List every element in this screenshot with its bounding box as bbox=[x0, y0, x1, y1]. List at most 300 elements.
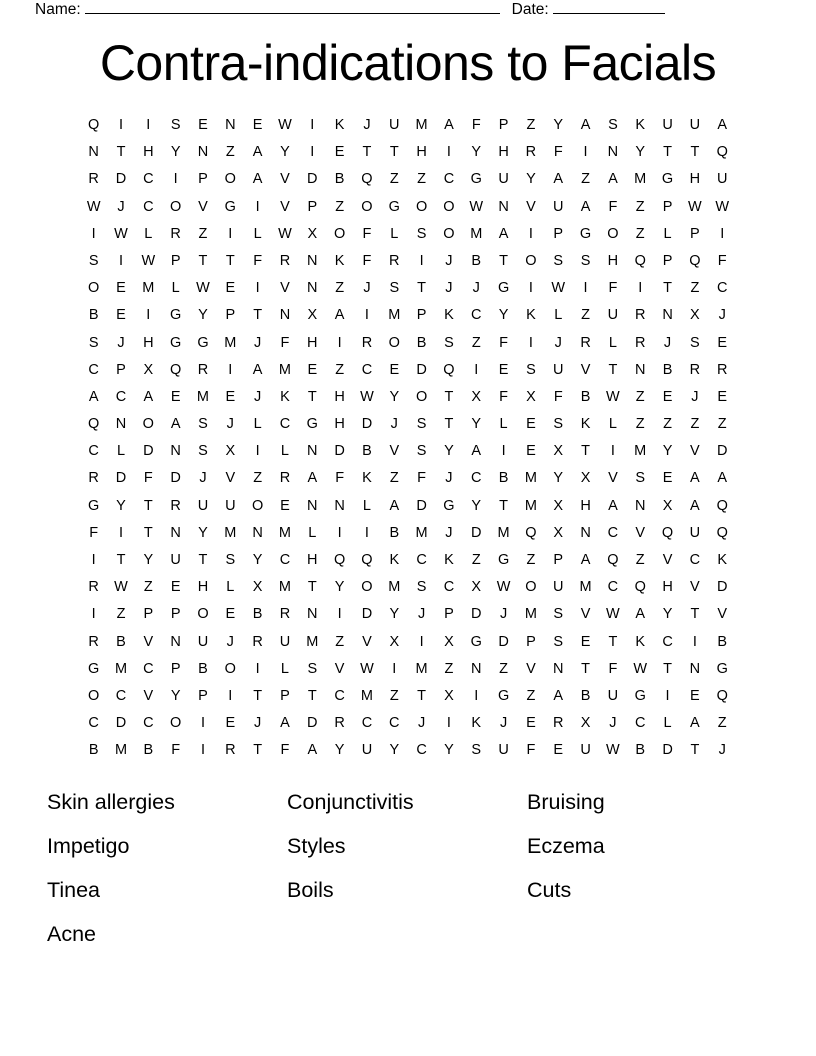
grid-cell[interactable]: C bbox=[143, 171, 154, 188]
grid-cell[interactable]: C bbox=[334, 687, 345, 704]
grid-cell[interactable]: Q bbox=[716, 524, 728, 541]
grid-cell[interactable]: M bbox=[224, 524, 237, 541]
grid-cell[interactable]: U bbox=[361, 742, 373, 759]
grid-cell[interactable]: K bbox=[444, 552, 454, 568]
grid-cell[interactable]: Y bbox=[662, 606, 673, 623]
grid-cell[interactable]: F bbox=[417, 470, 427, 487]
grid-cell[interactable]: R bbox=[634, 307, 646, 324]
grid-cell[interactable]: Q bbox=[607, 552, 619, 568]
grid-cell[interactable]: S bbox=[580, 252, 591, 269]
grid-cell[interactable]: B bbox=[471, 252, 482, 269]
grid-cell[interactable]: L bbox=[308, 524, 317, 541]
grid-cell[interactable]: Y bbox=[471, 416, 482, 433]
grid-cell[interactable]: A bbox=[717, 470, 728, 487]
grid-cell[interactable]: Z bbox=[717, 416, 727, 433]
grid-cell[interactable]: Y bbox=[471, 497, 482, 514]
grid-cell[interactable]: E bbox=[225, 388, 236, 405]
grid-cell[interactable]: E bbox=[170, 388, 181, 405]
grid-cell[interactable]: Q bbox=[716, 144, 728, 161]
grid-cell[interactable]: X bbox=[580, 470, 591, 487]
grid-cell[interactable]: F bbox=[143, 470, 153, 487]
grid-cell[interactable]: F bbox=[335, 470, 345, 487]
grid-cell[interactable]: J bbox=[363, 280, 371, 297]
grid-cell[interactable]: A bbox=[252, 361, 263, 378]
grid-cell[interactable]: Y bbox=[170, 687, 181, 704]
grid-cell[interactable]: M bbox=[114, 660, 128, 677]
grid-cell[interactable]: B bbox=[88, 307, 99, 324]
grid-cell[interactable]: D bbox=[115, 171, 127, 188]
grid-cell[interactable]: N bbox=[553, 660, 564, 677]
grid-cell[interactable]: O bbox=[525, 252, 537, 269]
grid-cell[interactable]: E bbox=[334, 144, 345, 161]
grid-cell[interactable]: A bbox=[553, 171, 564, 188]
grid-cell[interactable]: Y bbox=[444, 443, 454, 460]
grid-cell[interactable]: P bbox=[498, 117, 509, 133]
grid-cell[interactable]: A bbox=[690, 470, 700, 487]
grid-cell[interactable]: X bbox=[553, 443, 564, 460]
grid-cell[interactable]: O bbox=[333, 225, 346, 242]
grid-cell[interactable]: N bbox=[88, 144, 99, 161]
grid-cell[interactable]: B bbox=[662, 361, 673, 378]
grid-cell[interactable]: Z bbox=[581, 171, 590, 188]
grid-cell[interactable]: J bbox=[363, 117, 371, 133]
grid-cell[interactable]: T bbox=[307, 579, 317, 596]
grid-cell[interactable]: T bbox=[581, 443, 590, 460]
grid-cell[interactable]: W bbox=[196, 280, 210, 297]
grid-cell[interactable]: W bbox=[688, 198, 702, 215]
grid-cell[interactable]: C bbox=[716, 280, 728, 297]
grid-cell[interactable]: S bbox=[553, 606, 564, 623]
grid-cell[interactable]: W bbox=[715, 198, 730, 215]
word-list-item[interactable]: Conjunctivitis bbox=[287, 790, 414, 814]
grid-cell[interactable]: Y bbox=[553, 470, 564, 487]
grid-cell[interactable]: U bbox=[225, 497, 236, 514]
grid-cell[interactable]: L bbox=[280, 443, 289, 460]
grid-cell[interactable]: Z bbox=[635, 416, 645, 433]
grid-cell[interactable]: O bbox=[170, 715, 182, 732]
grid-cell[interactable]: X bbox=[471, 388, 482, 405]
grid-cell[interactable]: G bbox=[497, 552, 510, 568]
grid-cell[interactable]: W bbox=[278, 117, 292, 133]
grid-cell[interactable]: M bbox=[524, 470, 537, 487]
grid-cell[interactable]: C bbox=[143, 660, 154, 677]
grid-cell[interactable]: A bbox=[690, 497, 700, 514]
grid-cell[interactable]: J bbox=[226, 416, 234, 433]
grid-cell[interactable]: M bbox=[634, 443, 647, 460]
grid-cell[interactable]: V bbox=[690, 443, 700, 460]
grid-cell[interactable]: C bbox=[662, 633, 673, 650]
grid-cell[interactable]: T bbox=[417, 280, 427, 297]
grid-cell[interactable]: T bbox=[690, 606, 700, 623]
grid-cell[interactable]: M bbox=[470, 225, 483, 242]
grid-cell[interactable]: G bbox=[470, 633, 482, 650]
grid-cell[interactable]: G bbox=[634, 687, 646, 704]
grid-cell[interactable]: P bbox=[170, 660, 181, 677]
grid-cell[interactable]: R bbox=[361, 334, 373, 351]
grid-cell[interactable]: G bbox=[170, 307, 182, 324]
grid-cell[interactable]: I bbox=[720, 225, 725, 242]
grid-cell[interactable]: I bbox=[255, 660, 260, 677]
grid-cell[interactable]: X bbox=[553, 524, 564, 541]
grid-cell[interactable]: J bbox=[554, 334, 562, 351]
grid-cell[interactable]: Z bbox=[389, 470, 399, 487]
grid-cell[interactable]: N bbox=[197, 144, 209, 161]
grid-cell[interactable]: O bbox=[607, 225, 619, 242]
grid-cell[interactable]: F bbox=[362, 225, 372, 242]
grid-cell[interactable]: Z bbox=[335, 633, 345, 650]
grid-cell[interactable]: Z bbox=[635, 552, 645, 568]
grid-cell[interactable]: V bbox=[198, 198, 208, 215]
grid-cell[interactable]: S bbox=[225, 552, 236, 568]
grid-cell[interactable]: N bbox=[307, 443, 318, 460]
grid-cell[interactable]: M bbox=[142, 280, 155, 297]
grid-cell[interactable]: T bbox=[499, 252, 509, 269]
grid-cell[interactable]: E bbox=[526, 443, 536, 460]
grid-cell[interactable]: Q bbox=[443, 361, 455, 378]
grid-cell[interactable]: B bbox=[580, 388, 591, 405]
grid-cell[interactable]: J bbox=[718, 307, 726, 324]
grid-cell[interactable]: U bbox=[580, 742, 591, 759]
grid-cell[interactable]: I bbox=[337, 334, 342, 351]
grid-cell[interactable]: I bbox=[419, 633, 424, 650]
grid-cell[interactable]: J bbox=[472, 280, 480, 297]
grid-cell[interactable]: Y bbox=[143, 552, 154, 568]
grid-cell[interactable]: W bbox=[360, 660, 374, 677]
grid-cell[interactable]: R bbox=[170, 225, 181, 242]
grid-cell[interactable]: E bbox=[225, 715, 236, 732]
grid-cell[interactable]: U bbox=[553, 198, 564, 215]
grid-cell[interactable]: H bbox=[334, 416, 345, 433]
grid-cell[interactable]: U bbox=[689, 117, 701, 133]
grid-cell[interactable]: T bbox=[444, 388, 454, 405]
grid-cell[interactable]: H bbox=[607, 252, 619, 269]
grid-cell[interactable]: A bbox=[608, 497, 618, 514]
grid-cell[interactable]: B bbox=[416, 334, 427, 351]
grid-cell[interactable]: B bbox=[389, 524, 400, 541]
grid-cell[interactable]: P bbox=[198, 687, 208, 704]
grid-cell[interactable]: O bbox=[415, 198, 428, 215]
grid-cell[interactable]: Z bbox=[417, 171, 427, 188]
grid-cell[interactable]: O bbox=[361, 198, 373, 215]
grid-cell[interactable]: E bbox=[307, 361, 318, 378]
grid-cell[interactable]: T bbox=[307, 687, 317, 704]
grid-cell[interactable]: C bbox=[279, 552, 291, 568]
grid-cell[interactable]: C bbox=[115, 388, 127, 405]
grid-cell[interactable]: I bbox=[638, 280, 643, 297]
grid-cell[interactable]: S bbox=[526, 361, 536, 378]
grid-cell[interactable]: X bbox=[690, 307, 700, 324]
grid-cell[interactable]: S bbox=[389, 280, 400, 297]
grid-cell[interactable]: X bbox=[143, 361, 154, 378]
grid-cell[interactable]: T bbox=[690, 144, 700, 161]
grid-cell[interactable]: I bbox=[583, 144, 588, 161]
grid-cell[interactable]: R bbox=[88, 579, 99, 596]
grid-cell[interactable]: P bbox=[662, 252, 673, 269]
grid-cell[interactable]: I bbox=[228, 687, 233, 704]
grid-cell[interactable]: W bbox=[606, 742, 620, 759]
grid-cell[interactable]: K bbox=[362, 470, 372, 487]
grid-cell[interactable]: K bbox=[280, 388, 290, 405]
grid-cell[interactable]: P bbox=[170, 252, 181, 269]
grid-cell[interactable]: E bbox=[252, 117, 263, 133]
grid-cell[interactable]: V bbox=[143, 633, 154, 650]
grid-cell[interactable]: J bbox=[254, 388, 262, 405]
grid-cell[interactable]: A bbox=[252, 171, 263, 188]
grid-cell[interactable]: O bbox=[388, 334, 400, 351]
grid-cell[interactable]: W bbox=[114, 225, 128, 242]
grid-cell[interactable]: V bbox=[580, 606, 591, 623]
grid-cell[interactable]: U bbox=[689, 524, 701, 541]
grid-cell[interactable]: M bbox=[306, 633, 319, 650]
grid-cell[interactable]: D bbox=[334, 443, 345, 460]
grid-cell[interactable]: S bbox=[471, 742, 482, 759]
grid-cell[interactable]: D bbox=[361, 416, 373, 433]
grid-cell[interactable]: E bbox=[280, 497, 290, 514]
grid-cell[interactable]: A bbox=[717, 117, 728, 133]
grid-cell[interactable]: Z bbox=[116, 606, 126, 623]
grid-cell[interactable]: Z bbox=[717, 715, 727, 732]
grid-cell[interactable]: N bbox=[225, 117, 236, 133]
grid-cell[interactable]: D bbox=[471, 606, 482, 623]
grid-cell[interactable]: C bbox=[471, 470, 482, 487]
grid-cell[interactable]: N bbox=[689, 660, 701, 677]
grid-cell[interactable]: A bbox=[170, 416, 181, 433]
grid-cell[interactable]: N bbox=[580, 524, 591, 541]
grid-cell[interactable]: I bbox=[474, 687, 479, 704]
grid-cell[interactable]: T bbox=[307, 388, 317, 405]
grid-cell[interactable]: X bbox=[444, 633, 454, 650]
grid-cell[interactable]: E bbox=[225, 280, 236, 297]
grid-cell[interactable]: N bbox=[115, 416, 127, 433]
grid-cell[interactable]: N bbox=[307, 252, 318, 269]
grid-cell[interactable]: F bbox=[499, 334, 509, 351]
grid-cell[interactable]: Z bbox=[389, 687, 399, 704]
grid-cell[interactable]: M bbox=[278, 524, 291, 541]
grid-cell[interactable]: M bbox=[579, 579, 592, 596]
grid-cell[interactable]: Q bbox=[689, 252, 701, 269]
grid-cell[interactable]: F bbox=[362, 252, 372, 269]
grid-cell[interactable]: I bbox=[91, 552, 96, 568]
grid-cell[interactable]: Y bbox=[334, 579, 345, 596]
grid-cell[interactable]: H bbox=[580, 497, 591, 514]
grid-cell[interactable]: W bbox=[633, 660, 648, 677]
grid-cell[interactable]: A bbox=[471, 443, 482, 460]
date-input-line[interactable] bbox=[553, 0, 665, 14]
grid-cell[interactable]: T bbox=[225, 252, 235, 269]
grid-cell[interactable]: A bbox=[580, 117, 591, 133]
grid-cell[interactable]: B bbox=[498, 470, 509, 487]
grid-cell[interactable]: W bbox=[606, 388, 620, 405]
grid-cell[interactable]: U bbox=[662, 117, 673, 133]
grid-cell[interactable]: I bbox=[228, 361, 233, 378]
grid-cell[interactable]: R bbox=[279, 252, 291, 269]
grid-cell[interactable]: R bbox=[279, 470, 291, 487]
grid-cell[interactable]: I bbox=[610, 443, 615, 460]
grid-cell[interactable]: O bbox=[443, 225, 455, 242]
grid-cell[interactable]: X bbox=[307, 225, 318, 242]
grid-cell[interactable]: C bbox=[88, 443, 99, 460]
grid-cell[interactable]: J bbox=[254, 334, 262, 351]
grid-cell[interactable]: C bbox=[361, 361, 373, 378]
grid-cell[interactable]: R bbox=[716, 361, 728, 378]
grid-cell[interactable]: T bbox=[198, 252, 208, 269]
grid-cell[interactable]: S bbox=[608, 117, 618, 133]
grid-cell[interactable]: U bbox=[170, 552, 181, 568]
grid-cell[interactable]: V bbox=[717, 606, 728, 623]
grid-cell[interactable]: D bbox=[307, 715, 318, 732]
grid-cell[interactable]: M bbox=[634, 171, 647, 188]
grid-cell[interactable]: N bbox=[662, 307, 673, 324]
grid-cell[interactable]: W bbox=[551, 280, 566, 297]
grid-cell[interactable]: C bbox=[143, 198, 154, 215]
grid-cell[interactable]: Z bbox=[635, 198, 645, 215]
word-list-item[interactable]: Impetigo bbox=[47, 834, 130, 858]
grid-cell[interactable]: W bbox=[86, 198, 101, 215]
grid-cell[interactable]: G bbox=[716, 660, 728, 677]
grid-cell[interactable]: T bbox=[362, 144, 372, 161]
grid-cell[interactable]: C bbox=[279, 416, 291, 433]
grid-cell[interactable]: S bbox=[198, 443, 208, 460]
grid-cell[interactable]: G bbox=[170, 334, 182, 351]
grid-cell[interactable]: U bbox=[716, 171, 728, 188]
grid-cell[interactable]: N bbox=[170, 524, 181, 541]
grid-cell[interactable]: O bbox=[88, 687, 100, 704]
grid-cell[interactable]: A bbox=[690, 715, 700, 732]
grid-cell[interactable]: T bbox=[116, 144, 126, 161]
grid-cell[interactable]: Q bbox=[716, 687, 728, 704]
grid-cell[interactable]: K bbox=[334, 117, 345, 133]
grid-cell[interactable]: N bbox=[634, 497, 646, 514]
grid-cell[interactable]: Q bbox=[661, 524, 674, 541]
grid-cell[interactable]: L bbox=[253, 416, 262, 433]
grid-cell[interactable]: I bbox=[173, 171, 178, 188]
grid-cell[interactable]: U bbox=[553, 579, 564, 596]
grid-cell[interactable]: I bbox=[528, 280, 533, 297]
grid-cell[interactable]: O bbox=[443, 198, 455, 215]
grid-cell[interactable]: Y bbox=[252, 552, 263, 568]
grid-cell[interactable]: A bbox=[444, 117, 454, 133]
grid-cell[interactable]: S bbox=[635, 470, 646, 487]
grid-cell[interactable]: K bbox=[526, 307, 536, 324]
grid-cell[interactable]: T bbox=[608, 361, 618, 378]
grid-cell[interactable]: N bbox=[607, 144, 619, 161]
word-list-item[interactable]: Boils bbox=[287, 878, 334, 902]
grid-cell[interactable]: X bbox=[471, 579, 482, 596]
grid-cell[interactable]: C bbox=[634, 715, 646, 732]
grid-cell[interactable]: D bbox=[716, 443, 728, 460]
grid-cell[interactable]: P bbox=[198, 171, 208, 188]
grid-cell[interactable]: A bbox=[635, 606, 646, 623]
grid-cell[interactable]: H bbox=[307, 552, 318, 568]
grid-cell[interactable]: B bbox=[252, 606, 263, 623]
grid-cell[interactable]: Z bbox=[581, 307, 590, 324]
grid-cell[interactable]: K bbox=[635, 633, 646, 650]
grid-cell[interactable]: E bbox=[526, 715, 536, 732]
grid-cell[interactable]: Q bbox=[525, 524, 537, 541]
grid-cell[interactable]: Z bbox=[471, 334, 481, 351]
grid-cell[interactable]: U bbox=[197, 633, 209, 650]
grid-cell[interactable]: G bbox=[88, 660, 100, 677]
grid-cell[interactable]: R bbox=[689, 361, 701, 378]
grid-cell[interactable]: I bbox=[337, 524, 342, 541]
grid-cell[interactable]: D bbox=[170, 470, 181, 487]
grid-cell[interactable]: R bbox=[197, 361, 209, 378]
grid-cell[interactable]: J bbox=[499, 606, 508, 623]
grid-cell[interactable]: J bbox=[445, 252, 453, 269]
grid-cell[interactable]: K bbox=[389, 552, 400, 568]
grid-cell[interactable]: F bbox=[89, 524, 99, 541]
grid-cell[interactable]: V bbox=[280, 171, 290, 188]
grid-cell[interactable]: D bbox=[416, 497, 427, 514]
grid-cell[interactable]: G bbox=[306, 416, 318, 433]
grid-cell[interactable]: M bbox=[196, 388, 210, 405]
grid-cell[interactable]: A bbox=[280, 715, 290, 732]
grid-cell[interactable]: S bbox=[553, 416, 564, 433]
grid-cell[interactable]: E bbox=[553, 742, 564, 759]
grid-cell[interactable]: T bbox=[663, 144, 672, 161]
grid-cell[interactable]: K bbox=[717, 552, 728, 568]
grid-cell[interactable]: F bbox=[253, 252, 263, 269]
grid-cell[interactable]: W bbox=[606, 606, 620, 623]
word-list-item[interactable]: Styles bbox=[287, 834, 346, 858]
grid-cell[interactable]: J bbox=[718, 742, 726, 759]
grid-cell[interactable]: X bbox=[444, 687, 454, 704]
grid-cell[interactable]: J bbox=[609, 715, 617, 732]
grid-cell[interactable]: U bbox=[553, 361, 564, 378]
grid-cell[interactable]: C bbox=[471, 307, 482, 324]
grid-cell[interactable]: L bbox=[608, 334, 617, 351]
grid-cell[interactable]: Z bbox=[526, 552, 536, 568]
grid-cell[interactable]: R bbox=[389, 252, 400, 269]
grid-cell[interactable]: Z bbox=[225, 144, 235, 161]
grid-cell[interactable]: S bbox=[444, 334, 454, 351]
grid-cell[interactable]: G bbox=[579, 225, 592, 242]
grid-cell[interactable]: M bbox=[278, 579, 291, 596]
grid-cell[interactable]: V bbox=[526, 198, 536, 215]
grid-cell[interactable]: E bbox=[170, 579, 181, 596]
grid-cell[interactable]: W bbox=[141, 252, 156, 269]
grid-cell[interactable]: X bbox=[307, 307, 318, 324]
grid-cell[interactable]: C bbox=[88, 715, 99, 732]
grid-cell[interactable]: N bbox=[471, 660, 482, 677]
grid-cell[interactable]: Y bbox=[198, 524, 208, 541]
grid-cell[interactable]: T bbox=[253, 687, 263, 704]
grid-cell[interactable]: S bbox=[88, 334, 99, 351]
grid-cell[interactable]: Z bbox=[198, 225, 208, 242]
grid-cell[interactable]: T bbox=[253, 742, 263, 759]
grid-cell[interactable]: D bbox=[716, 579, 728, 596]
grid-cell[interactable]: Z bbox=[690, 280, 700, 297]
grid-cell[interactable]: S bbox=[198, 416, 208, 433]
grid-cell[interactable]: I bbox=[474, 361, 479, 378]
grid-cell[interactable]: S bbox=[88, 252, 99, 269]
grid-cell[interactable]: S bbox=[553, 633, 564, 650]
grid-cell[interactable]: F bbox=[526, 742, 536, 759]
grid-cell[interactable]: T bbox=[663, 660, 672, 677]
grid-cell[interactable]: Y bbox=[526, 171, 536, 188]
grid-cell[interactable]: L bbox=[280, 660, 289, 677]
grid-cell[interactable]: G bbox=[197, 334, 209, 351]
grid-cell[interactable]: J bbox=[445, 280, 453, 297]
grid-cell[interactable]: I bbox=[583, 280, 588, 297]
grid-cell[interactable]: S bbox=[416, 225, 427, 242]
grid-cell[interactable]: C bbox=[689, 552, 701, 568]
grid-cell[interactable]: J bbox=[417, 715, 426, 732]
grid-cell[interactable]: N bbox=[307, 280, 318, 297]
grid-cell[interactable]: Y bbox=[389, 388, 400, 405]
grid-cell[interactable]: O bbox=[170, 198, 182, 215]
grid-cell[interactable]: B bbox=[635, 742, 646, 759]
